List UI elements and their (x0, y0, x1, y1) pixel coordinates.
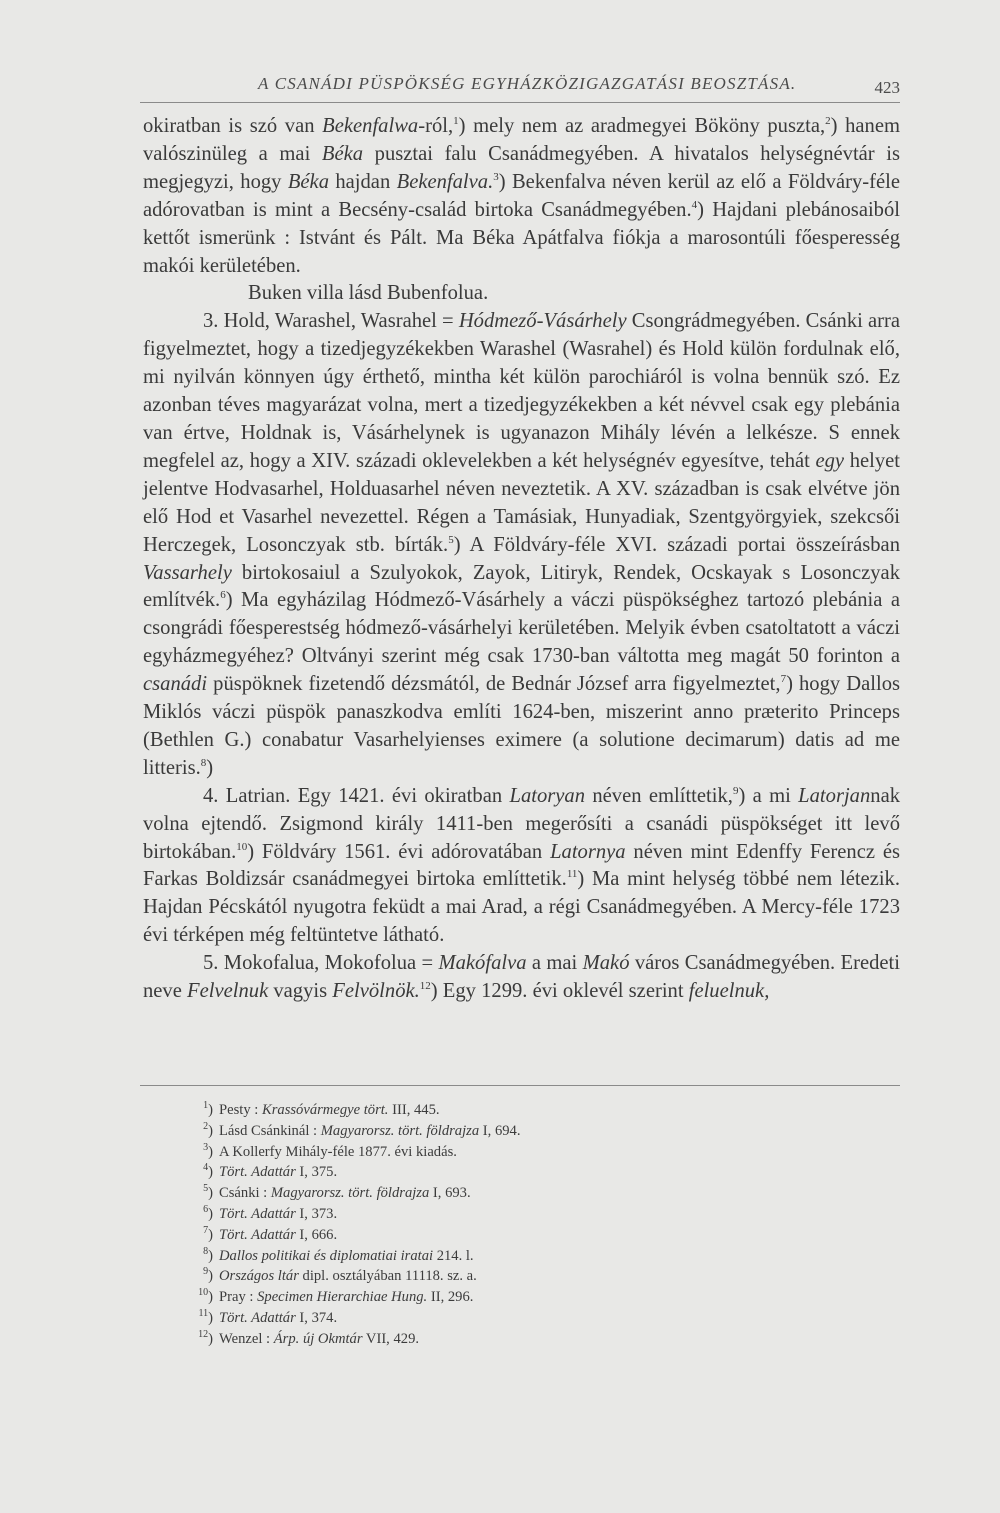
footnote-text: Tört. Adattár I, 373. (219, 1205, 338, 1222)
main-text (143, 113, 900, 1006)
italic-text: Felvelnuk (187, 980, 269, 1003)
running-head (140, 72, 900, 103)
footnote-reference: 2 (825, 115, 831, 128)
italic-text: Latoryan (509, 784, 586, 807)
italic-text: Árp. új Okmtár (273, 1330, 363, 1347)
italic-text: Vassarhely (143, 561, 232, 584)
paragraph-hold: 3. Hold, Warashel, Wasrahel = Hódmező-Vásárhely Csongrádmegyében. Csánki arra figyelmeztet, hogy a tizedjegyzékekben Warashel (Wasrahel) és Hold külön fordulnak elő, mi nyilván könnyen úgy érthető, mintha két külön parochiáról is volna bennük szó. Ez azonban téves magyarázat volna, mert a tizedjegyzékekben a két névvel csak egy plebánia van értve, Holdnak is, Vásárhelynek is ugyanazon Mihály lévén a lelkésze. S ennek megfelel az, hogy a XIV. századi oklevelekben a két helységnév egyesítve, tehát egy helyet jelentve Hodvasarhel, Holduasarhel néven neveztetik. A XV. században is csak elvétve jön elő Hod et Vasarhel nevezettel. Régen a Tamásiak, Hunyadiak, Szentgyörgyiek, szekcsői Herczegek, Losonczyak stb. bírták.$^5$) A Földváry-féle XVI. századi portai összeírásban Vassarhely birtokosaiul a Szulyokok, Zayok, Litiryk, Rendek, Ocskayak s Losonczyak említvék.$^6$) Ma egyházilag Hódmező-Vásárhely a váczi püspökséghez tartozó plebánia a csongrádi főesperestség hódmező-vásárhelyi kerületében. Melyik évben csatoltatott a váczi egyházmegyéhez? Oltványi szerint még csak 1730-ban váltotta meg magát 50 forinton a csanádi püspöknek fizetendő dézsmától, de Bednár József arra figyelmeztet,$^7$) hogy Dallos Miklós váczi püspök panaszkodva említi 1624-ben, miszerint anno præterito Princeps (Bethlen G.) conabatur Vasarhelyienses eximere (a solutione decimarum) datis ad me litteris.$^8$) (143, 310, 901, 779)
footnote-11 (185, 1308, 785, 1329)
italic-text: Latornya (550, 840, 626, 863)
footnote-6 (185, 1204, 785, 1225)
footnote-reference: 9 (732, 784, 739, 797)
italic-text: Hódmező-Vásárhely (458, 310, 627, 333)
footnotes (185, 1100, 785, 1350)
footnote-3 (185, 1142, 785, 1163)
page-number: 423 (874, 78, 900, 97)
running-title: A CSANÁDI PÜSPÖKSÉG EGYHÁZKÖZIGAZGATÁSI BEOSZTÁSA. (258, 74, 797, 93)
italic-text: Bekenfalwa (322, 115, 419, 137)
footnote-number: $^5$) (203, 1183, 213, 1202)
footnote-number: $^1$) (203, 1100, 213, 1118)
italic-text: Magyarorsz. tört. földrajza (320, 1122, 480, 1139)
footnote-5 (185, 1183, 785, 1204)
italic-text: feluelnuk, (688, 980, 770, 1003)
italic-text: Tört. Adattár (219, 1164, 296, 1181)
italic-text: csanádi (143, 673, 208, 696)
footnote-number: $^{11}$) (198, 1308, 213, 1326)
footnote-text: Pray : Specimen Hierarchiae Hung. II, 296. (219, 1289, 474, 1306)
footnote-number: $^{10}$) (198, 1287, 213, 1306)
italic-text: Béka (321, 142, 364, 165)
italic-text: Bekenfalva. (396, 170, 494, 193)
footnote-4 (185, 1162, 785, 1183)
footnote-reference: 1 (453, 115, 459, 128)
footnote-number: $^7$) (203, 1224, 213, 1243)
footnote-text: Pesty : Krassóvármegye tört. III, 445. (219, 1102, 440, 1118)
footnote-reference: 3 (493, 170, 499, 183)
italic-text: Specimen Hierarchiae Hung. (257, 1289, 428, 1306)
italic-text: Magyarorsz. tört. földrajza (270, 1185, 430, 1202)
footnote-number: $^{12}$) (198, 1328, 213, 1347)
footnote-text: Országos ltár dipl. osztályában 11118. sz. a. (219, 1268, 477, 1285)
paragraph-buken: Buken villa lásd Bubenfolua. (248, 282, 489, 305)
italic-text: Tört. Adattár (219, 1205, 296, 1222)
footnote-number: $^8$) (203, 1245, 213, 1264)
paragraph-mokofalua: 5. Mokofalua, Mokofolua = Makófalva a mai Makó város Csanádmegyében. Eredeti neve Felvelnuk vagyis Felvölnök.$^{12}$) Egy 1299. évi oklevél szerint feluelnuk, (143, 952, 900, 1003)
footnote-reference: 8 (200, 756, 207, 769)
italic-text: Felvölnök. (332, 980, 420, 1003)
italic-text: Tört. Adattár (219, 1309, 296, 1326)
footnote-text: Tört. Adattár I, 666. (219, 1226, 338, 1243)
italic-text: Latorjan (798, 784, 871, 807)
footnote-text: Tört. Adattár I, 374. (219, 1309, 338, 1326)
footnote-reference: 4 (691, 198, 698, 211)
footnote-text: Tört. Adattár I, 375. (219, 1164, 338, 1181)
footnote-2 (185, 1121, 785, 1142)
footnote-reference: 5 (448, 533, 454, 546)
italic-text: Dallos politikai és diplomatiai iratai (219, 1247, 434, 1264)
footnote-12 (185, 1329, 785, 1350)
footnote-7 (185, 1225, 785, 1246)
footnote-8 (185, 1246, 785, 1267)
italic-text: egy (815, 449, 845, 472)
footnote-text: Dallos politikai és diplomatiai iratai 214. l. (219, 1247, 474, 1264)
footnote-number: $^2$) (203, 1120, 213, 1139)
italic-text: Makó (582, 952, 630, 975)
footnote-text: Csánki : Magyarorsz. tört. földrajza I, 693. (219, 1185, 471, 1202)
italic-text: Országos ltár (219, 1268, 299, 1285)
italic-text: Krassóvármegye tört. (261, 1102, 389, 1118)
footnote-reference: 6 (220, 589, 226, 602)
footnote-number: $^4$) (203, 1162, 213, 1181)
paragraph-beka: okiratban is szó van Bekenfalwa-ról,$^1$) mely nem az aradmegyei Bököny puszta,$^2$) hanem valószinüleg a mai Béka pusztai falu Csanádmegyében. A hivatalos helységnévtár is megjegyzi, hogy Béka hajdan Bekenfalva.$^3$) Bekenfalva néven kerül az elő a Földváry-féle adórovatban is mint a Becsény-család birtoka Csanádmegyében.$^4$) Hajdani plebánosaiból kettőt ismerünk : Istvánt és Pált. Ma Béka Apátfalva fiókja a marosontúli főesperesség makói kerületében. (143, 115, 900, 277)
footnote-reference: 7 (780, 673, 787, 686)
footnote-reference: 12 (419, 980, 431, 993)
footnote-number: $^6$) (203, 1204, 213, 1222)
italic-text: Makófalva (438, 952, 527, 975)
footnote-number: $^9$) (203, 1266, 213, 1285)
italic-text: Béka (287, 170, 329, 193)
paragraph-latrian: 4. Latrian. Egy 1421. évi okiratban Latoryan néven említtetik,$^9$) a mi Latorjannak volna ejtendő. Zsigmond király 1411-ben megerősíti a csanádi püspökséget itt levő birtokában.$^{10}$) Földváry 1561. évi adórovatában Latornya néven mint Edenffy Ferencz és Farkas Boldizsár csanádmegyei birtoka említtetik.$^{11}$) Ma mint helység többé nem létezik. Hajdan Pécskától nyugotra feküdt a mai Arad, a régi Csanádmegyében. A Mercy-féle 1723 évi térképen még feltüntetve látható. (143, 784, 901, 947)
footnote-text: A Kollerfy Mihály-féle 1877. évi kiadás. (219, 1143, 457, 1160)
footnote-1 (185, 1100, 785, 1121)
footnote-9 (185, 1266, 785, 1287)
italic-text: Tört. Adattár (219, 1226, 296, 1243)
footnote-10 (185, 1287, 785, 1308)
footnote-reference: 11 (566, 868, 578, 881)
footnote-text: Wenzel : Árp. új Okmtár VII, 429. (219, 1330, 420, 1347)
footnote-text: Lásd Csánkinál : Magyarorsz. tört. földrajza I, 694. (219, 1122, 521, 1139)
footnote-number: $^3$) (203, 1141, 213, 1160)
footnote-reference: 10 (236, 840, 248, 853)
footnote-rule (140, 1085, 900, 1086)
